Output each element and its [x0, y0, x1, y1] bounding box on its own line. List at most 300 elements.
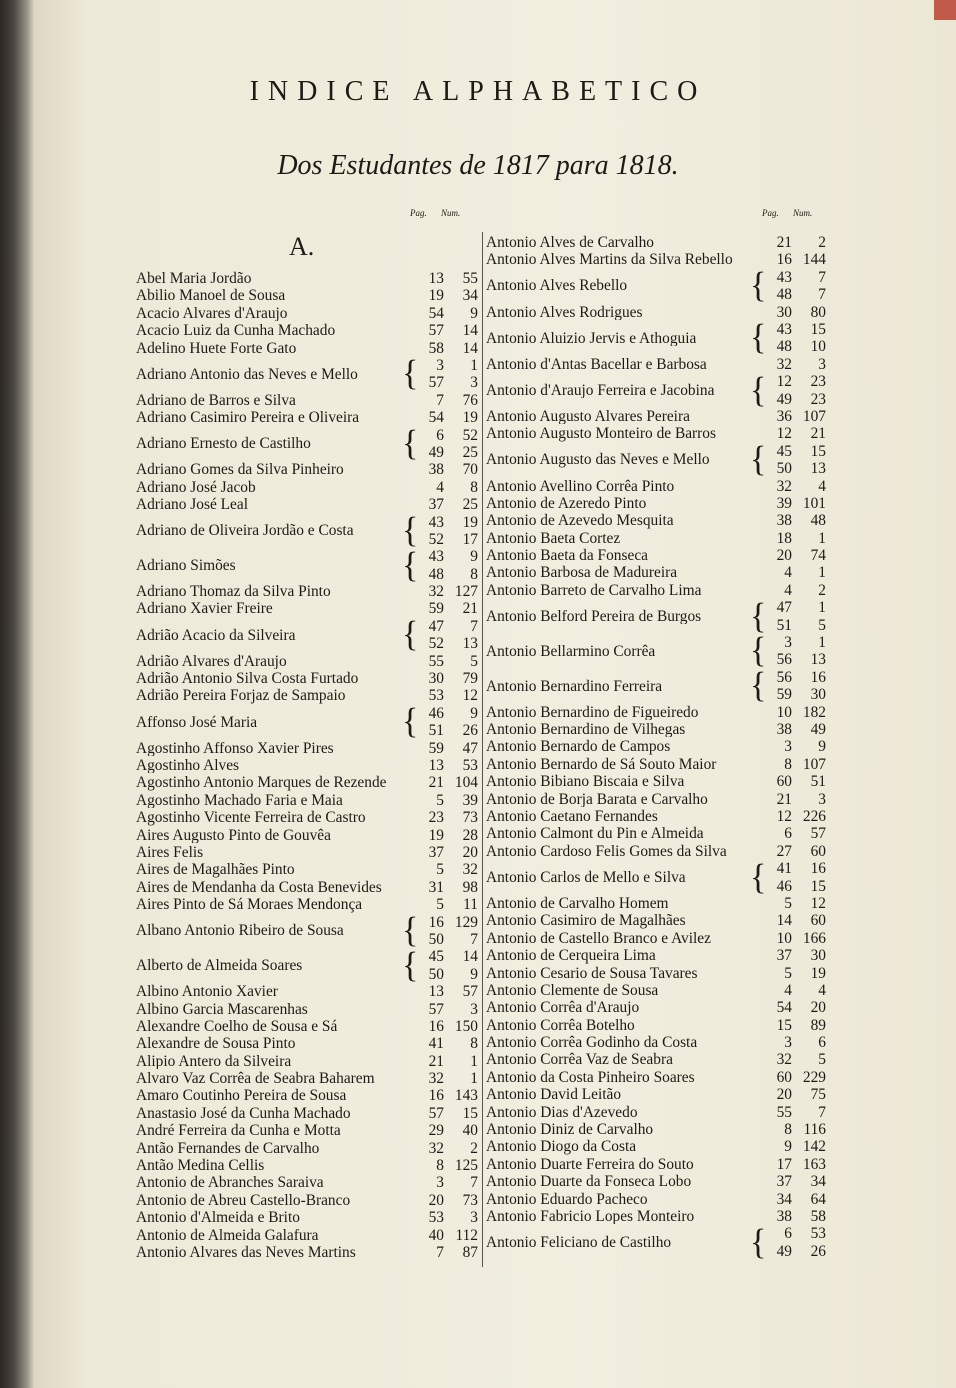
entry-page: 18	[776, 529, 792, 547]
entry-page: 49	[428, 443, 444, 461]
entry-numbers	[792, 496, 826, 511]
entry-number: 17	[462, 530, 478, 548]
entry-pages	[414, 1123, 444, 1138]
index-entry	[486, 912, 826, 929]
entry-number: 129	[454, 913, 478, 931]
right-index-column	[486, 234, 826, 1260]
entry-page: 13	[428, 270, 444, 287]
entry-number: 7	[470, 930, 478, 948]
entry-number: 11	[463, 896, 478, 914]
index-entry	[136, 1018, 478, 1035]
entry-page: 41	[776, 860, 792, 878]
entry-pages	[414, 1158, 444, 1173]
index-entry	[486, 547, 826, 564]
entry-numbers	[792, 860, 826, 895]
index-entry	[136, 479, 478, 496]
entry-numbers	[444, 758, 478, 773]
index-entry	[486, 251, 826, 268]
entry-name: Antonio Baeta da Fonseca	[486, 548, 648, 564]
entry-numbers	[792, 409, 826, 424]
entry-number: 57	[462, 983, 478, 1001]
entry-numbers	[792, 235, 826, 250]
entry-pages	[762, 1087, 792, 1102]
entry-number: 60	[810, 842, 826, 860]
entry-name: Adriano Simões	[136, 557, 236, 574]
entry-pages	[414, 514, 444, 549]
entry-number: 7	[818, 1103, 826, 1121]
index-entry	[136, 357, 478, 392]
entry-name: Antonio da Costa Pinheiro Soares	[486, 1069, 695, 1086]
entry-name: Antonio Alvares das Neves Martins	[136, 1244, 356, 1261]
entry-numbers	[444, 914, 478, 949]
entry-number: 4	[818, 981, 826, 999]
entry-name: Antonio Diogo da Costa	[486, 1139, 637, 1155]
index-entry	[486, 791, 826, 808]
entry-page: 10	[776, 929, 792, 947]
index-entry	[486, 947, 826, 964]
index-entry	[486, 1191, 826, 1208]
entry-pages	[762, 860, 792, 895]
entry-page: 46	[428, 704, 444, 722]
entry-pages	[414, 357, 444, 392]
index-entry	[486, 999, 826, 1016]
entry-number: 1	[818, 634, 826, 652]
entry-page: 45	[776, 442, 792, 460]
entry-pages	[414, 341, 444, 356]
entry-number: 15	[810, 320, 826, 338]
entry-number: 49	[810, 721, 826, 739]
entry-name: Antonio Duarte da Fonseca Lobo	[486, 1174, 692, 1190]
entry-page: 40	[428, 1226, 444, 1244]
entry-name: Antonio Cardoso Felis Gomes da Silva	[486, 843, 727, 860]
index-entry	[136, 461, 478, 478]
entry-pages	[414, 1036, 444, 1051]
entry-numbers	[444, 862, 478, 877]
index-entry	[136, 774, 478, 791]
entry-pages	[762, 426, 792, 441]
index-entry	[486, 860, 826, 895]
entry-name: Antonio Barbosa de Madureira	[486, 565, 678, 581]
index-entry	[486, 1051, 826, 1068]
entry-page: 21	[428, 774, 444, 792]
entry-page: 43	[428, 548, 444, 566]
entry-page: 45	[428, 948, 444, 966]
index-entry	[486, 930, 826, 947]
entry-pages	[762, 565, 792, 580]
entry-page: 15	[776, 1016, 792, 1034]
entry-number: 127	[454, 583, 478, 601]
entry-numbers	[444, 410, 478, 425]
entry-page: 19	[428, 826, 444, 844]
entry-numbers	[792, 844, 826, 859]
entry-number: 163	[802, 1155, 826, 1173]
entry-numbers	[444, 323, 478, 338]
entry-page: 39	[776, 494, 792, 512]
index-entry	[486, 773, 826, 790]
entry-name: Alexandre de Sousa Pinto	[136, 1036, 296, 1052]
entry-name: Acacio Luiz da Cunha Machado	[136, 323, 336, 339]
entry-number: 47	[462, 739, 478, 757]
entry-name: Aires Pinto de Sá Moraes Mendonça	[136, 897, 363, 913]
entry-number: 166	[802, 929, 826, 947]
index-entry	[136, 670, 478, 687]
entry-name: Albino Garcia Mascarenhas	[136, 1001, 308, 1017]
entry-name: Abel Maria Jordão	[136, 270, 252, 287]
entry-pages	[414, 914, 444, 949]
brace-icon: {	[750, 320, 767, 356]
index-entry	[486, 321, 826, 356]
index-entry	[136, 1001, 478, 1018]
entry-name: Antonio Feliciano de Castilho	[486, 1235, 672, 1251]
entry-pages	[762, 443, 792, 478]
entry-number: 104	[454, 774, 478, 792]
right-num-header: Num.	[793, 208, 813, 218]
entry-page: 8	[436, 1157, 444, 1175]
entry-numbers	[444, 548, 478, 583]
entry-numbers	[444, 793, 478, 808]
index-entry	[136, 322, 478, 339]
entry-name: Antonio d'Antas Bacellar e Barbosa	[486, 356, 707, 373]
entry-pages	[762, 1000, 792, 1015]
entry-numbers	[444, 618, 478, 653]
entry-numbers	[444, 288, 478, 303]
entry-numbers	[444, 341, 478, 356]
entry-number: 7	[818, 268, 826, 286]
entry-number: 13	[462, 635, 478, 653]
entry-name: Antonio Caetano Fernandes	[486, 808, 658, 825]
index-entry	[136, 548, 478, 583]
entry-numbers	[792, 1139, 826, 1154]
entry-page: 32	[776, 1051, 792, 1069]
entry-number: 16	[810, 668, 826, 686]
entry-name: Antonio Calmont du Pin e Almeida	[486, 826, 704, 842]
entry-name: Albano Antonio Ribeiro de Sousa	[136, 923, 344, 939]
index-entry	[486, 1017, 826, 1034]
entry-pages	[414, 462, 444, 477]
entry-page: 4	[436, 478, 444, 496]
entry-pages	[762, 1174, 792, 1189]
entry-name: Antonio Casimiro de Magalhães	[486, 913, 686, 929]
entry-page: 13	[428, 757, 444, 775]
entry-number: 101	[802, 494, 826, 512]
entry-name: Adriano Gomes da Silva Pinheiro	[136, 462, 344, 478]
entry-name: Antonio de Azeredo Pinto	[486, 495, 647, 512]
entry-pages	[414, 323, 444, 338]
entry-numbers	[792, 1105, 826, 1120]
entry-name: Antonio d'Araujo Ferreira e Jacobina	[486, 382, 715, 399]
entry-name: Antonio de Cerqueira Lima	[486, 948, 656, 964]
index-entry	[486, 1225, 826, 1260]
entry-page: 50	[776, 460, 792, 478]
entry-numbers	[444, 480, 478, 495]
entry-name: Aires Felis	[136, 844, 204, 861]
index-entry	[486, 373, 826, 408]
entry-page: 12	[776, 373, 792, 391]
entry-name: Antonio Aluizio Jervis e Athoguia	[486, 330, 697, 347]
entry-number: 28	[462, 826, 478, 844]
entry-number: 89	[810, 1016, 826, 1034]
entry-page: 34	[776, 1190, 792, 1208]
entry-name: Antonio Baeta Cortez	[486, 530, 621, 547]
entry-numbers	[792, 983, 826, 998]
index-entry	[486, 704, 826, 721]
index-entry	[486, 895, 826, 912]
entry-numbers	[444, 688, 478, 703]
index-entry	[136, 792, 478, 809]
brace-icon: {	[750, 668, 767, 704]
entry-pages	[762, 844, 792, 859]
entry-name: Agostinho Alves	[136, 758, 240, 774]
entry-name: Antonio d'Almeida e Brito	[136, 1210, 300, 1226]
entry-pages	[762, 931, 792, 946]
brace-icon: {	[750, 373, 767, 408]
entry-name: Antonio Barreto de Carvalho Lima	[486, 582, 702, 599]
entry-numbers	[792, 1122, 826, 1137]
entry-page: 53	[428, 1209, 444, 1227]
index-entry	[136, 948, 478, 983]
entry-name: Aires Augusto Pinto de Gouvêa	[136, 827, 331, 843]
entry-name: Antonio de Abranches Saraiva	[136, 1175, 324, 1191]
entry-numbers	[792, 531, 826, 546]
entry-name: Antonio Alves Rebello	[486, 278, 628, 294]
index-entry	[486, 965, 826, 982]
index-entry	[136, 844, 478, 861]
index-entry	[486, 1138, 826, 1155]
entry-page: 3	[784, 738, 792, 756]
entry-numbers	[792, 305, 826, 320]
entry-name: Antonio Clemente de Sousa	[486, 982, 659, 999]
entry-number: 13	[810, 651, 826, 669]
index-entry	[486, 1156, 826, 1173]
entry-pages	[414, 1141, 444, 1156]
entry-page: 3	[436, 356, 444, 374]
entry-number: 74	[810, 547, 826, 565]
entry-number: 150	[454, 1017, 478, 1035]
index-entry	[486, 1104, 826, 1121]
entry-number: 1	[470, 1052, 478, 1070]
entry-name: Adelino Huete Forte Gato	[136, 340, 297, 356]
entry-numbers	[444, 584, 478, 599]
entry-name: Antonio Corrêa Godinho da Costa	[486, 1035, 698, 1051]
entry-name: Agostinho Antonio Marques de Rezende	[136, 775, 387, 791]
entry-number: 8	[470, 478, 478, 496]
index-entry	[136, 809, 478, 826]
entry-number: 15	[810, 442, 826, 460]
entry-name: Antonio Eduardo Pacheco	[486, 1191, 648, 1207]
entry-page: 21	[428, 1052, 444, 1070]
brace-icon: {	[402, 617, 419, 653]
entry-pages	[762, 1018, 792, 1033]
index-entry	[486, 1208, 826, 1225]
index-entry	[486, 1121, 826, 1138]
entry-page: 32	[776, 477, 792, 495]
entry-name: Antão Medina Cellis	[136, 1158, 265, 1174]
entry-page: 29	[428, 1122, 444, 1140]
entry-number: 7	[470, 617, 478, 635]
index-entry	[136, 1209, 478, 1226]
entry-pages	[762, 774, 792, 789]
entry-pages	[414, 793, 444, 808]
entry-numbers	[792, 792, 826, 807]
entry-numbers	[444, 1002, 478, 1017]
entry-page: 38	[776, 1208, 792, 1225]
entry-name: Antonio Cesario de Sousa Tavares	[486, 965, 698, 981]
entry-page: 27	[776, 842, 792, 860]
entry-number: 70	[462, 461, 478, 479]
entry-numbers	[444, 601, 478, 616]
index-entry	[136, 287, 478, 304]
index-entry	[136, 1174, 478, 1191]
entry-pages	[762, 479, 792, 494]
index-entry	[486, 634, 826, 669]
entry-page: 4	[784, 581, 792, 599]
entry-pages	[414, 810, 444, 825]
entry-number: 98	[462, 878, 478, 896]
entry-name: Antonio de Azevedo Mesquita	[486, 513, 674, 529]
entry-number: 23	[810, 373, 826, 391]
entry-numbers	[444, 1088, 478, 1103]
entry-page: 6	[436, 426, 444, 444]
index-entry	[486, 478, 826, 495]
entry-number: 53	[462, 757, 478, 775]
entry-number: 39	[462, 791, 478, 809]
index-entry	[486, 982, 826, 999]
entry-numbers	[444, 845, 478, 860]
entry-number: 73	[462, 1191, 478, 1209]
index-entry	[136, 600, 478, 617]
entry-number: 143	[454, 1087, 478, 1105]
entry-name: Adriano de Barros e Silva	[136, 392, 296, 409]
index-entry	[486, 738, 826, 755]
entry-name: Antonio Bernardo de Campos	[486, 739, 671, 755]
entry-name: Antonio de Almeida Galafura	[136, 1227, 319, 1243]
entry-pages	[414, 1054, 444, 1069]
entry-name: Adrião Pereira Forjaz de Sampaio	[136, 688, 346, 704]
entry-name: Adriano José Leal	[136, 497, 248, 513]
index-entry	[486, 530, 826, 547]
entry-page: 37	[776, 947, 792, 965]
entry-numbers	[444, 1245, 478, 1260]
entry-number: 51	[810, 773, 826, 791]
entry-name: Agostinho Affonso Xavier Pires	[136, 740, 334, 757]
entry-page: 5	[784, 894, 792, 912]
entry-pages	[762, 705, 792, 720]
entry-pages	[414, 671, 444, 686]
entry-page: 47	[428, 617, 444, 635]
entry-name: Alexandre Coelho de Sousa e Sá	[136, 1018, 338, 1035]
index-entry	[486, 512, 826, 529]
entry-pages	[762, 1225, 792, 1260]
index-entry	[486, 304, 826, 321]
entry-page: 6	[784, 825, 792, 843]
entry-page: 4	[784, 564, 792, 582]
section-letter: A.	[289, 232, 315, 261]
entry-page: 37	[428, 496, 444, 514]
brace-icon: {	[402, 948, 419, 984]
entry-number: 15	[810, 877, 826, 895]
entry-number: 2	[470, 1139, 478, 1157]
index-entry	[136, 827, 478, 844]
entry-name: Antonio Alves Rodrigues	[486, 304, 643, 320]
entry-name: Antonio Corrêa Botelho	[486, 1017, 635, 1034]
entry-page: 53	[428, 687, 444, 705]
entry-pages	[762, 1035, 792, 1050]
entry-number: 26	[810, 1242, 826, 1260]
index-entry	[486, 1173, 826, 1190]
entry-numbers	[792, 443, 826, 478]
index-entry	[136, 757, 478, 774]
entry-number: 226	[802, 808, 826, 825]
entry-number: 19	[810, 964, 826, 982]
entry-page: 52	[428, 530, 444, 548]
index-entry	[136, 392, 478, 409]
entry-numbers	[444, 1228, 478, 1243]
entry-page: 49	[776, 390, 792, 408]
entry-numbers	[792, 1209, 826, 1224]
entry-page: 51	[776, 616, 792, 634]
entry-number: 73	[462, 809, 478, 827]
index-entry	[486, 1086, 826, 1103]
entry-number: 34	[462, 287, 478, 305]
entry-number: 19	[462, 409, 478, 427]
entry-number: 1	[818, 599, 826, 617]
entry-pages	[762, 739, 792, 754]
entry-numbers	[792, 739, 826, 754]
entry-number: 48	[810, 512, 826, 530]
page-title: INDICE ALPHABETICO	[249, 76, 707, 107]
entry-number: 8	[470, 1035, 478, 1053]
entry-page: 14	[776, 912, 792, 930]
entry-numbers	[444, 671, 478, 686]
entry-number: 2	[818, 234, 826, 251]
entry-numbers	[792, 809, 826, 824]
entry-name: Alberto de Almeida Soares	[136, 958, 303, 974]
entry-name: Antonio David Leitão	[486, 1087, 622, 1103]
index-entry	[486, 669, 826, 704]
entry-numbers	[444, 948, 478, 983]
entry-page: 3	[784, 1034, 792, 1052]
column-divider	[482, 232, 483, 1267]
entry-numbers	[444, 271, 478, 286]
entry-page: 38	[776, 721, 792, 739]
index-entry	[486, 843, 826, 860]
entry-pages	[762, 1139, 792, 1154]
entry-name: Antonio de Carvalho Homem	[486, 895, 669, 912]
right-pag-header: Pag.	[762, 208, 779, 218]
entry-name: Adriano Thomaz da Silva Pinto	[136, 584, 331, 600]
entry-numbers	[792, 896, 826, 911]
entry-numbers	[444, 1123, 478, 1138]
entry-pages	[414, 271, 444, 286]
entry-pages	[762, 948, 792, 963]
index-entry	[136, 427, 478, 462]
entry-number: 21	[810, 425, 826, 443]
entry-name: Antonio Augusto das Neves e Mello	[486, 452, 710, 468]
entry-page: 5	[436, 896, 444, 914]
entry-page: 5	[436, 791, 444, 809]
index-entry	[486, 808, 826, 825]
entry-pages	[762, 757, 792, 772]
entry-number: 53	[810, 1225, 826, 1243]
entry-numbers	[792, 599, 826, 634]
entry-pages	[762, 409, 792, 424]
entry-name: Antonio Bernardino de Figueiredo	[486, 704, 699, 721]
entry-number: 1	[470, 1070, 478, 1088]
entry-number: 26	[462, 722, 478, 740]
index-entry	[486, 599, 826, 634]
index-entry	[136, 914, 478, 949]
entry-numbers	[444, 705, 478, 740]
